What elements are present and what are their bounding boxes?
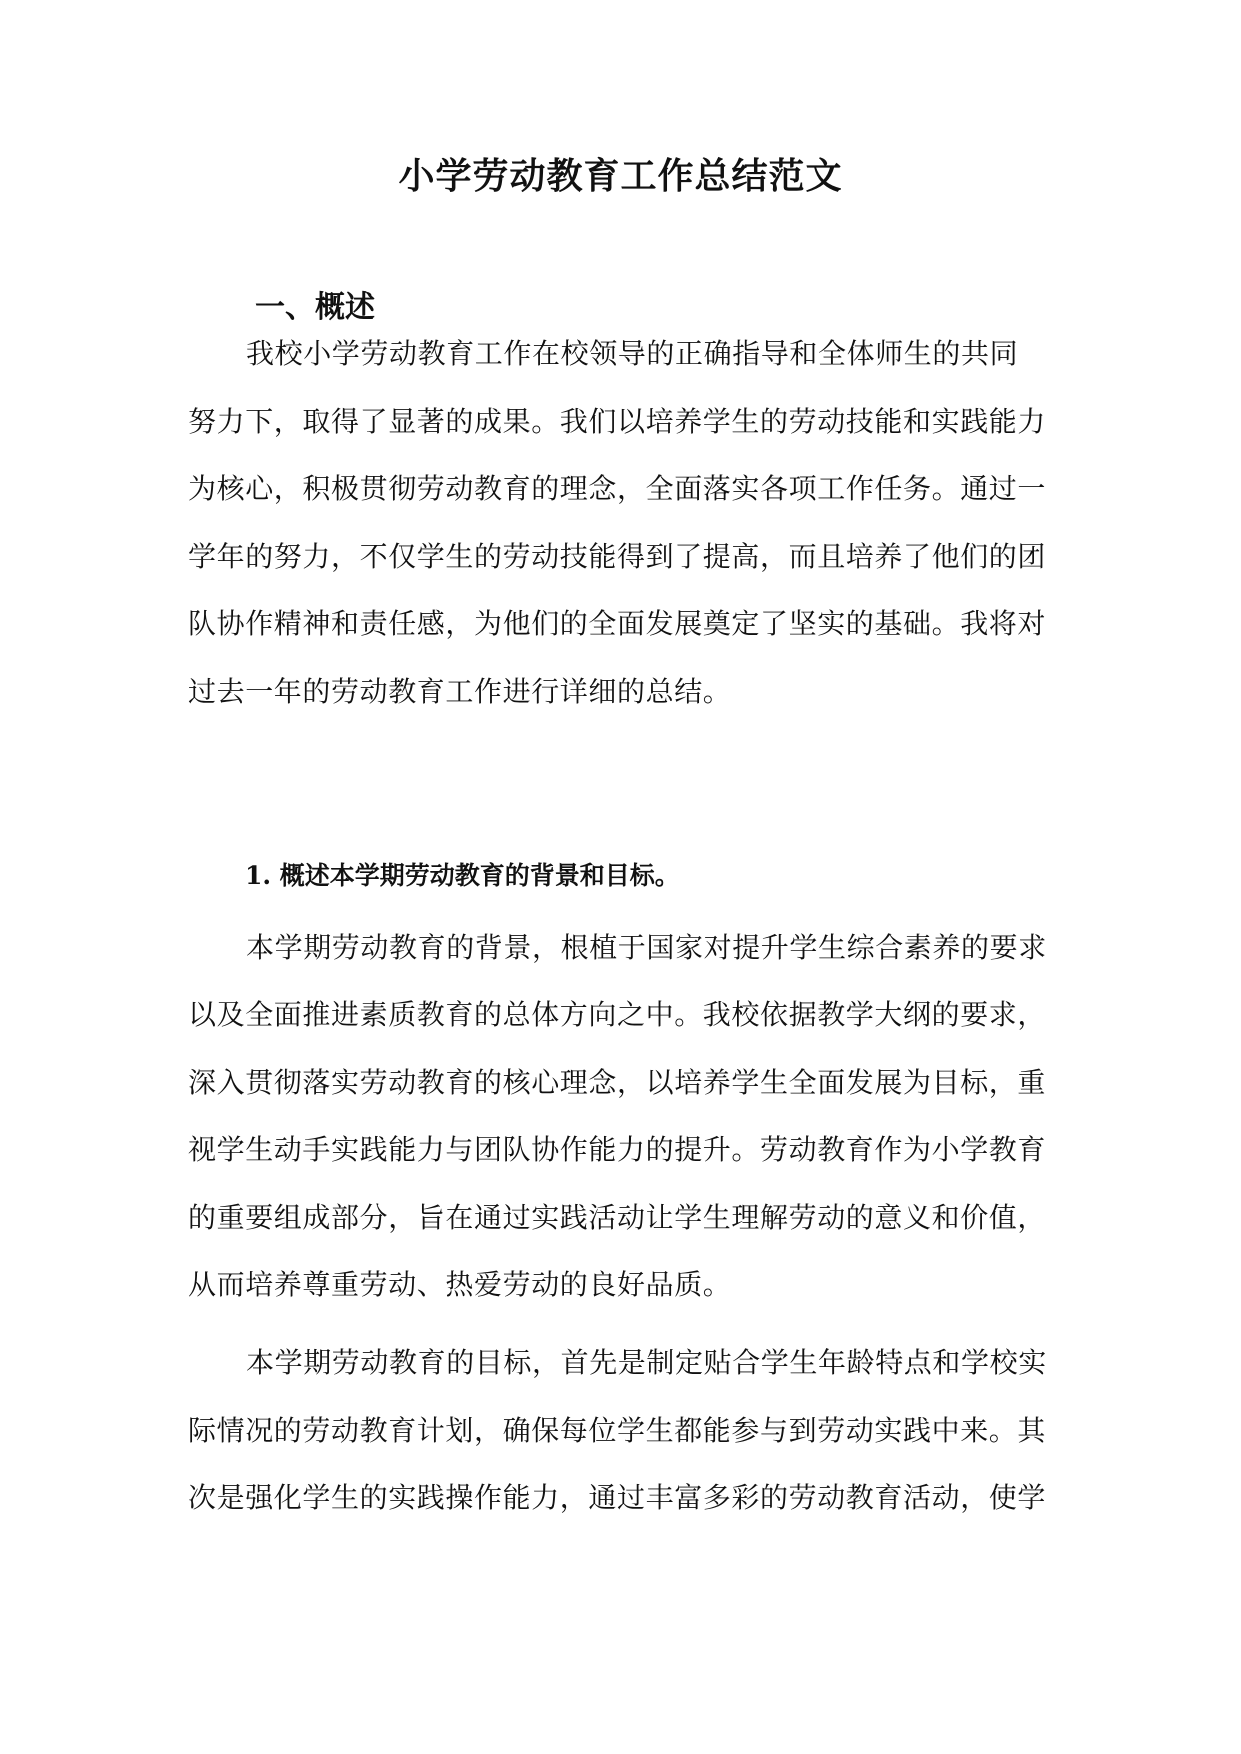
paragraph-line: 次是强化学生的实践操作能力，通过丰富多彩的劳动教育活动，使学 (188, 1481, 1047, 1514)
paragraph-line: 本学期劳动教育的目标，首先是制定贴合学生年龄特点和学校实 (246, 1346, 1047, 1379)
paragraph-line: 队协作精神和责任感，为他们的全面发展奠定了坚实的基础。我将对 (188, 607, 1047, 640)
document-title: 小学劳动教育工作总结范文 (398, 155, 843, 197)
section-heading-overview: 一、概述 (255, 290, 375, 325)
paragraph-line: 本学期劳动教育的背景，根植于国家对提升学生综合素养的要求 (246, 931, 1047, 964)
paragraph-line: 努力下，取得了显著的成果。我们以培养学生的劳动技能和实践能力 (188, 405, 1047, 438)
paragraph-line: 为核心，积极贯彻劳动教育的理念，全面落实各项工作任务。通过一 (188, 472, 1047, 505)
paragraph-line: 学年的努力，不仅学生的劳动技能得到了提高，而且培养了他们的团 (188, 540, 1047, 573)
paragraph-line: 从而培养尊重劳动、热爱劳动的良好品质。 (188, 1268, 732, 1301)
paragraph-line: 深入贯彻落实劳动教育的核心理念，以培养学生全面发展为目标，重 (188, 1066, 1047, 1099)
paragraph-line: 以及全面推进素质教育的总体方向之中。我校依据教学大纲的要求， (188, 998, 1047, 1031)
paragraph-line: 的重要组成部分，旨在通过实践活动让学生理解劳动的意义和价值， (188, 1201, 1047, 1234)
paragraph-line: 视学生动手实践能力与团队协作能力的提升。劳动教育作为小学教育 (188, 1133, 1047, 1166)
subsection-heading-background-goals: 1. 概述本学期劳动教育的背景和目标。 (245, 861, 680, 890)
paragraph-line: 过去一年的劳动教育工作进行详细的总结。 (188, 675, 732, 708)
paragraph-line: 际情况的劳动教育计划，确保每位学生都能参与到劳动实践中来。其 (188, 1414, 1047, 1447)
paragraph-line: 我校小学劳动教育工作在校领导的正确指导和全体师生的共同 (246, 337, 1019, 370)
